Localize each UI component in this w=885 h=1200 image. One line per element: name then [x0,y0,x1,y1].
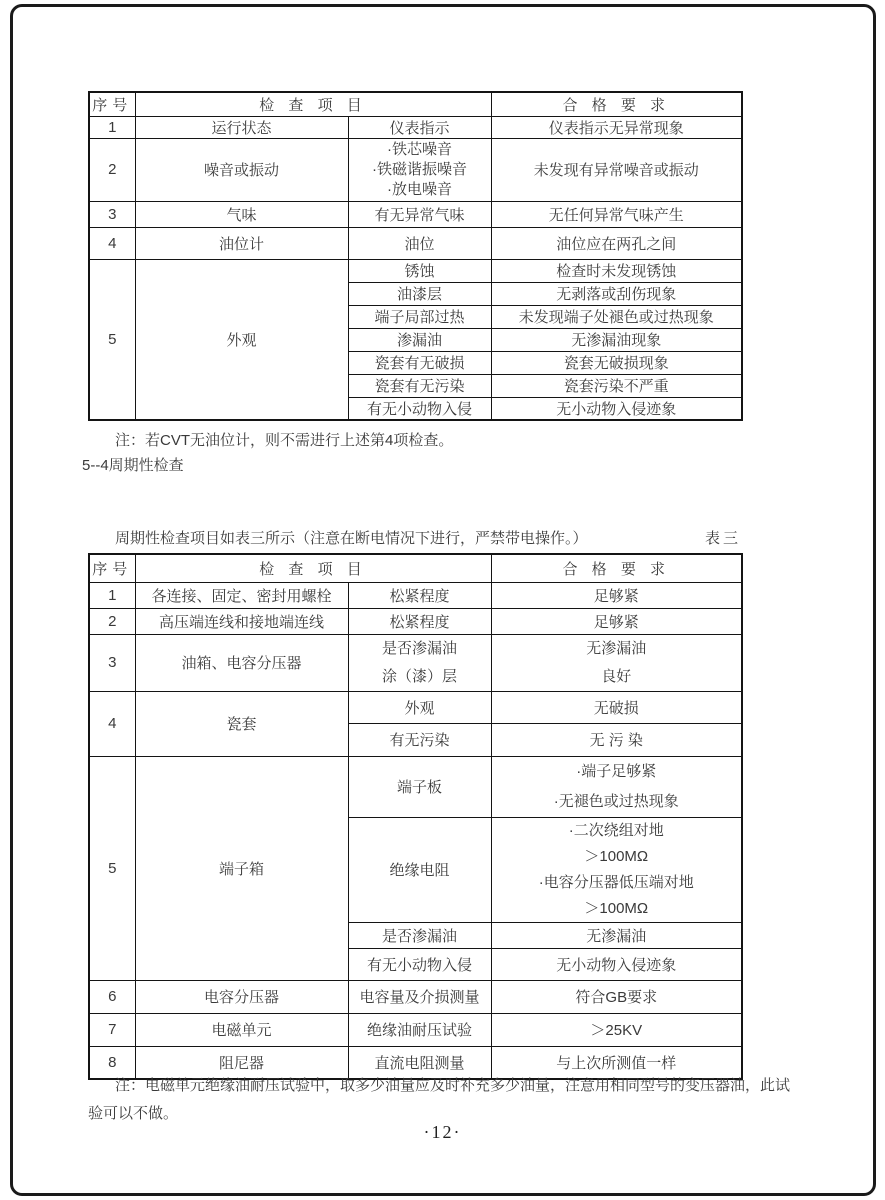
table-cell: 无破损 [491,691,742,723]
table-cell: 无 污 染 [491,723,742,756]
cell-line: ·端子足够紧 [576,762,657,780]
table-cell: 无任何异常气味产生 [491,201,742,227]
table-cell: 足够紧 [491,582,742,608]
table-cell [491,756,742,817]
table-cell: 直流电阻测量 [348,1046,491,1079]
table-cell: 油漆层 [348,282,491,305]
table3-note [88,1075,853,1125]
table-cell: 4 [89,691,135,756]
table-cell: 2 [89,608,135,634]
column-header-req: 合 格 要 求 [491,92,742,116]
table-cell: 与上次所测值一样 [491,1046,742,1079]
table-cell: ＞25KV [491,1013,742,1046]
page-number: ·12· [423,1122,462,1142]
table-cell: 5 [89,259,135,420]
table-cell: 无剥落或刮伤现象 [491,282,742,305]
column-header-item: 检 查 项 目 [135,554,491,582]
table-cell: 5 [89,756,135,980]
table-cell: 4 [89,227,135,259]
table-cell: 油位 [348,227,491,259]
cell-line: 涂（漆）层 [382,667,458,685]
table-cell: 电磁单元 [135,1013,348,1046]
table-row [89,634,742,691]
table-row [89,980,742,1013]
table-cell: 6 [89,980,135,1013]
table-row [89,1013,742,1046]
table-cell: 无渗漏油现象 [491,328,742,351]
table3-label: 表三 [704,530,741,547]
table-cell: 足够紧 [491,608,742,634]
cell-line: ·放电噪音 [387,180,452,198]
column-header-req: 合 格 要 求 [491,554,742,582]
table-cell [491,634,742,691]
table-cell: 检查时未发现锈蚀 [491,259,742,282]
cell-line: 无渗漏油 [586,639,647,657]
table-cell: 1 [89,582,135,608]
table2-note: 注：若CVT无油位计，则不需进行上述第4项检查。 [115,432,454,449]
table-cell: 无渗漏油 [491,922,742,948]
table-cell: 阻尼器 [135,1046,348,1079]
table-cell: 端子局部过热 [348,305,491,328]
table-cell [348,138,491,201]
column-header-item: 检 查 项 目 [135,92,491,116]
table-row [89,608,742,634]
table-cell: 外观 [135,259,348,420]
table-cell: 油位计 [135,227,348,259]
table-cell: 1 [89,116,135,138]
cell-line: 良好 [601,667,632,685]
table-cell: 3 [89,201,135,227]
table-cell: 仪表指示 [348,116,491,138]
cell-line: 是否渗漏油 [382,639,458,657]
cell-line: ＞100MΩ [584,899,649,917]
table-cell: 瓷套有无污染 [348,374,491,397]
table-cell: 有无小动物入侵 [348,397,491,420]
table3-caption: 周期性检查项目如表三所示（注意在断电情况下进行，严禁带电操作。） [115,530,588,547]
table-row [89,138,742,201]
table-row [89,227,742,259]
table-cell: 油箱、电容分压器 [135,634,348,691]
table-cell: 瓷套无破损现象 [491,351,742,374]
cell-line: ·铁芯噪音 [387,140,452,158]
table-cell: 符合GB要求 [491,980,742,1013]
table-cell: 端子箱 [135,756,348,980]
table-cell: 绝缘电阻 [348,817,491,922]
table-row [89,691,742,723]
table-cell: 噪音或振动 [135,138,348,201]
table-cell: 松紧程度 [348,582,491,608]
table-cell: 未发现有异常噪音或振动 [491,138,742,201]
column-header-no: 序号 [89,554,135,582]
table-cell: 仪表指示无异常现象 [491,116,742,138]
table-cell: 有无小动物入侵 [348,948,491,980]
table-cell: 是否渗漏油 [348,922,491,948]
table-cell: 运行状态 [135,116,348,138]
table-cell: 2 [89,138,135,201]
table-cell: 锈蚀 [348,259,491,282]
table-cell: 未发现端子处褪色或过热现象 [491,305,742,328]
table-cell: 气味 [135,201,348,227]
table-cell: 各连接、固定、密封用螺栓 [135,582,348,608]
table-cell: 瓷套 [135,691,348,756]
table-cell: 无小动物入侵迹象 [491,397,742,420]
table-cell: 8 [89,1046,135,1079]
table-row [89,201,742,227]
table-cell [348,634,491,691]
table-header-row [89,92,742,116]
table-cell [491,817,742,922]
table-cell: 无小动物入侵迹象 [491,948,742,980]
table-row [89,756,742,817]
column-header-no: 序号 [89,92,135,116]
cell-line: ·铁磁谐振噪音 [372,160,467,178]
cell-line: ＞100MΩ [584,847,649,865]
daily-inspection-table [88,91,743,421]
table-cell: 7 [89,1013,135,1046]
table-row [89,116,742,138]
table3-note-line2: 验可以不做。 [88,1105,179,1122]
table-row [89,259,742,282]
table-cell: 高压端连线和接地端连线 [135,608,348,634]
cell-line: ·电容分压器低压端对地 [538,873,694,891]
table-cell: 有无异常气味 [348,201,491,227]
table-cell: 外观 [348,691,491,723]
cell-line: ·无褪色或过热现象 [553,792,679,810]
table-cell: 油位应在两孔之间 [491,227,742,259]
table-cell: 瓷套污染不严重 [491,374,742,397]
table-cell: 电容分压器 [135,980,348,1013]
table-cell: 电容量及介损测量 [348,980,491,1013]
table-cell: 渗漏油 [348,328,491,351]
table-cell: 松紧程度 [348,608,491,634]
table-cell: 有无污染 [348,723,491,756]
table-cell: 绝缘油耐压试验 [348,1013,491,1046]
table-cell: 端子板 [348,756,491,817]
table-cell: 瓷套有无破损 [348,351,491,374]
periodic-inspection-table [88,553,743,1080]
table3-note-line1: 注：电磁单元绝缘油耐压试验中，取多少油量应及时补充多少油量，注意用相同型号的变压器油，此试 [115,1077,791,1094]
table-cell: 3 [89,634,135,691]
section-heading: 5--4周期性检查 [82,457,184,474]
table-header-row [89,554,742,582]
table3-caption-row [88,527,741,548]
cell-line: ·二次绕组对地 [568,821,664,839]
table-row [89,582,742,608]
